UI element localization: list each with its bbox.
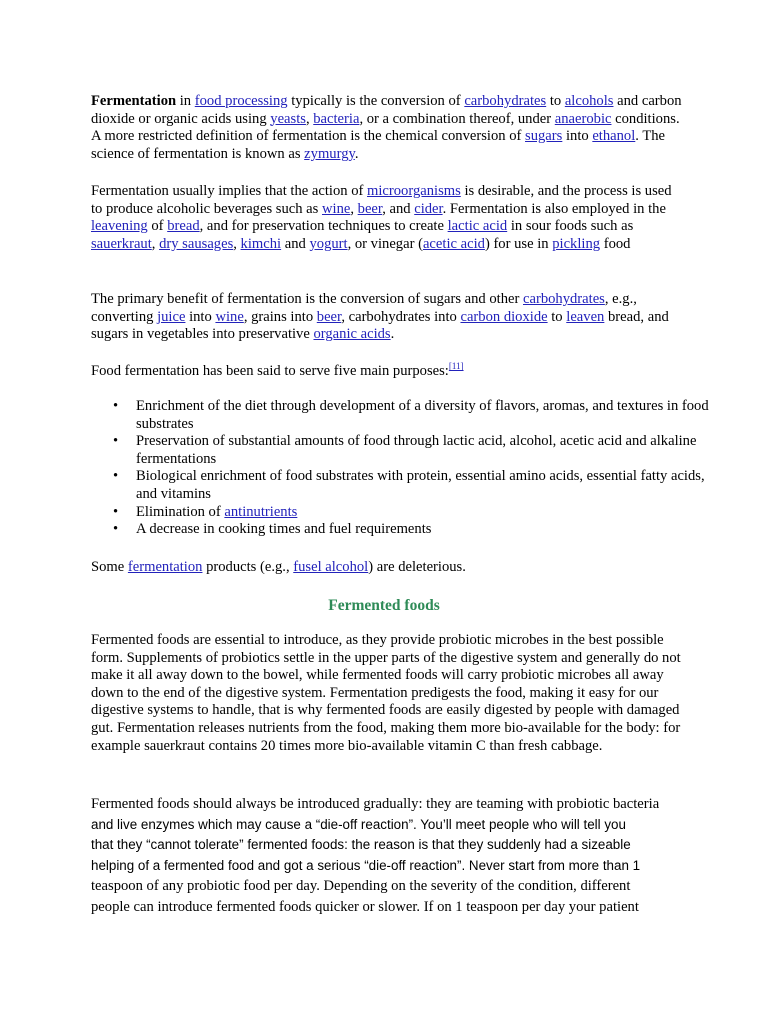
link-leavening[interactable]: leavening [91, 218, 148, 235]
purposes-intro: Food fermentation has been said to serve five main purposes:[11] [91, 361, 464, 379]
link-kimchi[interactable]: kimchi [240, 235, 282, 252]
paragraph-line: Fermented foods should always be introduced gradually: they are teaming with probiotic bacteria [91, 796, 660, 812]
link-carbon-dioxide[interactable]: carbon dioxide [460, 308, 548, 325]
purposes-list [91, 398, 728, 539]
link-beer[interactable]: beer [357, 200, 383, 217]
link-carbohydrates[interactable]: carbohydrates [464, 93, 547, 109]
link-organic-acids[interactable]: organic acids [313, 326, 391, 343]
link-food-processing[interactable]: food processing [194, 93, 288, 109]
link-bacteria[interactable]: bacteria [313, 110, 360, 127]
link-sauerkraut[interactable]: sauerkraut [91, 235, 152, 252]
link-sugars[interactable]: sugars [525, 128, 563, 145]
link-ethanol[interactable]: ethanol [592, 128, 636, 145]
deleterious-paragraph: Some fermentation products (e.g., fusel alcohol) are deleterious. [91, 559, 466, 575]
link-fermentation[interactable]: fermentation [127, 559, 203, 575]
link-bread[interactable]: bread [167, 218, 200, 235]
link-dry-sausages[interactable]: dry sausages [159, 235, 234, 252]
link-leaven[interactable]: leaven [566, 308, 605, 325]
link-wine[interactable]: wine [321, 200, 351, 217]
list-item: • Elimination of antinutrients [113, 503, 298, 520]
list-item: • Enrichment of the diet through development of a diversity of flavors, aromas, and textures in food substrates [113, 398, 709, 432]
link-acetic-acid[interactable]: acetic acid [422, 235, 485, 252]
bullet-icon: • [113, 521, 119, 538]
link-wine-2[interactable]: wine [215, 308, 244, 325]
term-fermentation: Fermentation [91, 93, 177, 109]
benefit-paragraph: The primary benefit of fermentation is the conversion of sugars and other carbohydrates, e.g., converting juice into wine, grains into beer, carbohydrates into carbon dioxide to leaven bread, and sugars in vegetables into preservative organic acids. [91, 291, 669, 343]
paragraph-line: that they “cannot tolerate” fermented foods: the reason is that they suddenly had a sizeable [91, 837, 631, 852]
microorganisms-paragraph: Fermentation usually implies that the action of microorganisms is desirable, and the process is used to produce alcoholic beverages such as wine, beer, and cider. Fermentation is also employed in the leavening of bread, and for preservation techniques to create lactic acid in sour foods such as sauerkraut, dry sausages, kimchi and yogurt, or vinegar (acetic acid) for use in pickling food [91, 183, 672, 252]
list-item: • Preservation of substantial amounts of food through lactic acid, alcohol, acetic acid and alkaline fermentations [113, 433, 697, 467]
link-yogurt[interactable]: yogurt [309, 235, 348, 252]
paragraph-line: teaspoon of any probiotic food per day. Depending on the severity of the condition, different [91, 878, 631, 894]
link-zymurgy[interactable]: zymurgy [304, 145, 355, 162]
link-fusel-alcohol[interactable]: fusel alcohol [293, 559, 369, 575]
link-lactic-acid[interactable]: lactic acid [447, 218, 508, 235]
reference-link-11[interactable]: [11] [448, 361, 464, 371]
link-yeasts[interactable]: yeasts [270, 110, 306, 127]
fermented-foods-paragraph: Fermented foods are essential to introduce, as they provide probiotic microbes in the best possible form. Supplements of probiotics settle in the upper parts of the digestive system and generally do not make it all away down to the bowel, while fermented foods will carry probiotic microbes all away down to the end of the digestive system. Fermentation predigests the food, making it easy for our digestive systems to handle, that is why fermented foods are easily digested by people with damaged gut. Fermentation releases nutrients from the food, making them more bio-available for the body: for example sauerkraut contains 20 times more bio-available vitamin C than fresh cabbage. [91, 632, 681, 754]
intro-paragraph: Fermentation in food processing typically is the conversion of carbohydrates to alcohols and carbon dioxide or organic acids using yeasts, bacteria, or a combination thereof, under anaerobic conditions. A more restricted definition of fermentation is the chemical conversion of sugars into ethanol. The science of fermentation is known as zymurgy. [91, 93, 682, 162]
link-antinutrients[interactable]: antinutrients [224, 503, 298, 520]
link-pickling[interactable]: pickling [552, 235, 601, 252]
bullet-icon: • [113, 433, 119, 450]
bullet-icon: • [113, 468, 119, 485]
link-juice[interactable]: juice [157, 308, 186, 325]
paragraph-line: people can introduce fermented foods quicker or slower. If on 1 teaspoon per day your patient [91, 898, 639, 915]
link-microorganisms[interactable]: microorganisms [367, 183, 461, 199]
link-beer-2[interactable]: beer [316, 308, 342, 325]
bullet-icon: • [113, 503, 119, 520]
link-alcohols[interactable]: alcohols [564, 93, 614, 109]
list-item: • Biological enrichment of food substrates with protein, essential amino acids, essential fatty acids, and vitamins [113, 468, 705, 502]
link-anaerobic[interactable]: anaerobic [554, 110, 612, 127]
paragraph-line: and live enzymes which may cause a “die-off reaction”. You’ll meet people who will tell you [91, 816, 626, 832]
link-carbohydrates-2[interactable]: carbohydrates [523, 291, 605, 307]
bullet-icon: • [113, 398, 119, 414]
link-cider[interactable]: cider [414, 200, 443, 217]
introduction-paragraph [91, 794, 683, 917]
section-heading: Fermented foods [328, 597, 440, 614]
paragraph-line: helping of a fermented food and got a serious “die-off reaction”. Never start from more than 1 [91, 857, 641, 873]
list-item: • A decrease in cooking times and fuel requirements [113, 521, 432, 538]
